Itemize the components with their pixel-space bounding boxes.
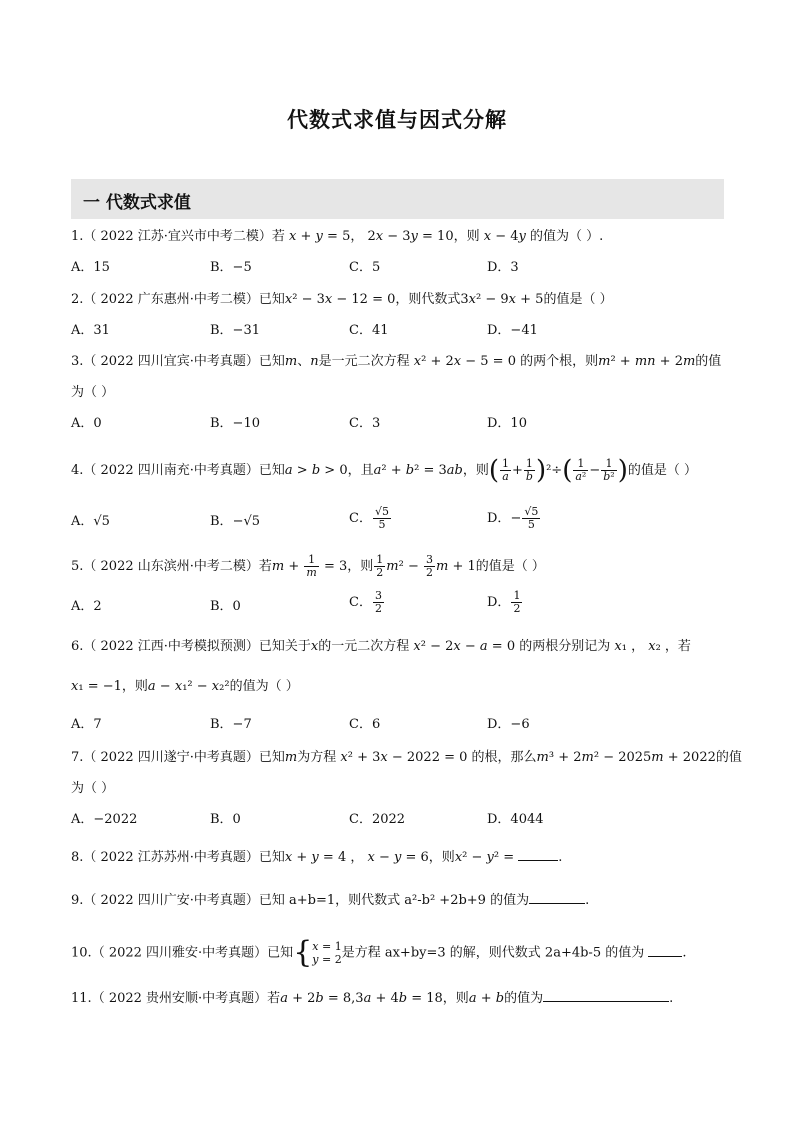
question-number: 2. (71, 292, 84, 307)
page-title: 代数式求值与因式分解 (287, 107, 507, 132)
option-b: B．−31 (210, 323, 260, 338)
question-number: 4. (71, 463, 84, 478)
question-8: 8.（ 2022 江苏苏州·中考真题）已知x + y = 4 ， x − y = 6，则x² − y² = . (71, 846, 731, 868)
question-number: 1. (71, 229, 84, 244)
section-header (71, 179, 724, 219)
option-d: D．−6 (487, 717, 530, 732)
question-source: （ 2022 山东滨州·中考二模） (83, 559, 259, 574)
question-number: 9. (71, 893, 84, 908)
option-c: C．41 (349, 323, 389, 338)
question-6: 6.（ 2022 江西·中考模拟预测）已知关于x的一元二次方程 x² − 2x − a = 0 的两根分别记为 x₁ ， x₂ ，若 (71, 639, 691, 654)
option-c: C． $\frac{√5}{5}$ (349, 505, 389, 531)
answer-blank (518, 846, 558, 861)
option-a: A．7 (71, 717, 102, 732)
question-number: 3. (71, 354, 84, 369)
question-source: （ 2022 江苏苏州·中考真题） (83, 850, 259, 865)
question-11: 11.（ 2022 贵州安顺·中考真题）若a + 2b = 8,3a + 4b = 18，则a + b的值为 . (71, 987, 731, 1009)
option-a: A．√5 (71, 514, 110, 529)
option-a: A．−2022 (71, 812, 138, 827)
option-c: C． $\frac{3}{2}$ (349, 589, 382, 615)
option-a: A．15 (71, 260, 110, 275)
question-number: 8. (71, 850, 84, 865)
question-4: 4.（ 2022 四川南充·中考真题）已知a > b > 0，且a² + b² = 3ab，则( $\frac{1}{a}$ + $\frac{1}{b}$ )²÷( $\frac{1}{\text{a²}}$ − $\frac{1}{\text{b²}}$ )的值是（ ） (71, 455, 698, 486)
question-7: 7.（ 2022 四川遂宁·中考真题）已知m为方程 x² + 3x − 2022 = 0 的根，那么m³ + 2m² − 2025m + 2022的值 (71, 750, 742, 765)
option-c: C．5 (349, 260, 381, 275)
question-source: （ 2022 四川广安·中考真题） (83, 893, 259, 908)
question-3: 3.（ 2022 四川宜宾·中考真题）已知m、n是一元二次方程 x² + 2x − 5 = 0 的两个根，则m² + mn + 2m的值 (71, 354, 722, 369)
option-c: C．3 (349, 416, 381, 431)
option-c: C．6 (349, 717, 381, 732)
question-source: （ 2022 四川南充·中考真题） (83, 463, 259, 478)
option-d: D．4044 (487, 812, 544, 827)
option-b: B．−5 (210, 260, 252, 275)
question-number: 5. (71, 559, 84, 574)
question-5: 5.（ 2022 山东滨州·中考二模）若m + $\frac{1}{m}$ = 3，则 $\frac{1}{2}$ m² − $\frac{3}{2}$ m + 1的值是（ ） (71, 553, 545, 579)
option-a: A．0 (71, 416, 102, 431)
option-a: A．2 (71, 599, 102, 614)
question-10: 10.（ 2022 四川雅安·中考真题）已知{x = 1 y = 2是方程 ax+by=3 的解，则代数式 2a+4b-5 的值为 . (71, 935, 687, 970)
question-source: （ 2022 江西·中考模拟预测） (83, 639, 259, 654)
option-b: B．−√5 (210, 514, 261, 529)
question-source: （ 2022 贵州安顺·中考真题） (91, 991, 268, 1006)
option-b: B．−7 (210, 717, 252, 732)
question-number: 7. (71, 750, 84, 765)
answer-blank (543, 987, 669, 1002)
answer-blank (529, 889, 585, 904)
option-c: C．2022 (349, 812, 406, 827)
question-source: （ 2022 四川雅安·中考真题） (91, 945, 268, 961)
option-d: D．− $\frac{√5}{5}$ (487, 505, 539, 531)
question-source: （ 2022 四川宜宾·中考真题） (83, 354, 259, 369)
question-2: 2.（ 2022 广东惠州·中考二模）已知x² − 3x − 12 = 0，则代数式3x² − 9x + 5的值是（ ） (71, 292, 613, 307)
option-b: B．−10 (210, 416, 260, 431)
option-b: B．0 (210, 599, 241, 614)
question-9: 9.（ 2022 四川广安·中考真题）已知 a+b=1，则代数式 a²-b² +2b+9 的值为 . (71, 889, 731, 911)
option-a: A．31 (71, 323, 110, 338)
question-7-continued: 为（ ） (71, 781, 115, 796)
question-number: 10. (71, 945, 92, 961)
option-d: D．−41 (487, 323, 538, 338)
question-3-continued: 为（ ） (71, 385, 115, 400)
option-b: B．0 (210, 812, 241, 827)
option-d: D．3 (487, 260, 519, 275)
option-d: D．10 (487, 416, 527, 431)
question-source: （ 2022 江苏·宜兴市中考二模） (83, 229, 272, 244)
question-source: （ 2022 广东惠州·中考二模） (83, 292, 259, 307)
question-number: 11. (71, 991, 92, 1006)
question-6-continued: x₁ = −1，则a − x₁² − x₂²的值为（ ） (71, 679, 299, 694)
question-1: 1.（ 2022 江苏·宜兴市中考二模）若 x + y = 5， 2x − 3y = 10，则 x − 4y 的值为（ ）. (71, 229, 604, 244)
question-number: 6. (71, 639, 84, 654)
question-source: （ 2022 四川遂宁·中考真题） (83, 750, 259, 765)
section-title: 一 代数式求值 (83, 193, 191, 213)
option-d: D． $\frac{1}{2}$ (487, 589, 521, 615)
answer-blank (648, 942, 682, 957)
